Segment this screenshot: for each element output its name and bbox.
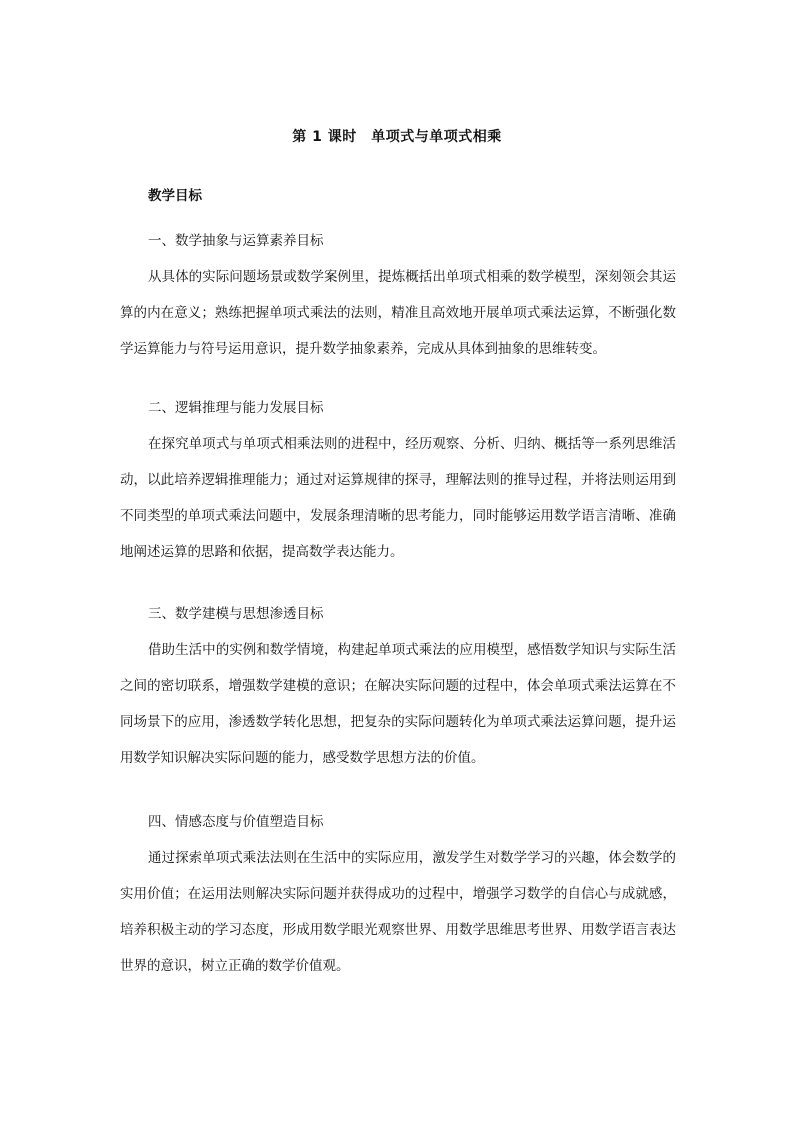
section-4-heading: 四、情感态度与价值塑造目标 (148, 814, 324, 830)
section-1-paragraph: 从具体的实际问题场景或数学案例里，提炼概括出单项式相乘的数学模型，深刻领会其运算的内在意义；熟练把握单项式乘法的法则，精准且高效地开展单项式乘法运算，不断强化数学运算能力与符号运用意识，提升数学抽象素养，完成从具体到抽象的思维转变。 (120, 269, 676, 357)
section-1-heading: 一、数学抽象与运算素养目标 (148, 233, 324, 249)
section-3-paragraph: 借助生活中的实例和数学情境，构建起单项式乘法的应用模型，感悟数学知识与实际生活之间的密切联系，增强数学建模的意识；在解决实际问题的过程中，体会单项式乘法运算在不同场景下的应用，渗透数学转化思想，把复杂的实际问题转化为单项式乘法运算问题，提升运用数学知识解决实际问题的能力，感受数学思想方法的价值。 (120, 642, 676, 766)
section-3-heading: 三、数学建模与思想渗透目标 (148, 606, 324, 622)
page-title: 第 1 课时 单项式与单项式相乘 (292, 129, 502, 145)
section-4-paragraph: 通过探索单项式乘法法则在生活中的实际应用，激发学生对数学学习的兴趣，体会数学的实用价值；在运用法则解决实际问题并获得成功的过程中，增强学习数学的自信心与成就感，培养积极主动的学习态度，形成用数学眼光观察世界、用数学思维思考世界、用数学语言表达世界的意识，树立正确的数学价值观。 (120, 850, 676, 974)
section-heading-objectives: 教学目标 (148, 188, 202, 204)
section-2-heading: 二、逻辑推理与能力发展目标 (148, 400, 324, 416)
section-2-paragraph: 在探究单项式与单项式相乘法则的进程中，经历观察、分析、归纳、概括等一系列思维活动，以此培养逻辑推理能力；通过对运算规律的探寻，理解法则的推导过程，并将法则运用到不同类型的单项式乘法问题中，发展条理清晰的思考能力，同时能够运用数学语言清晰、准确地阐述运算的思路和依据，提高数学表达能力。 (120, 436, 676, 560)
